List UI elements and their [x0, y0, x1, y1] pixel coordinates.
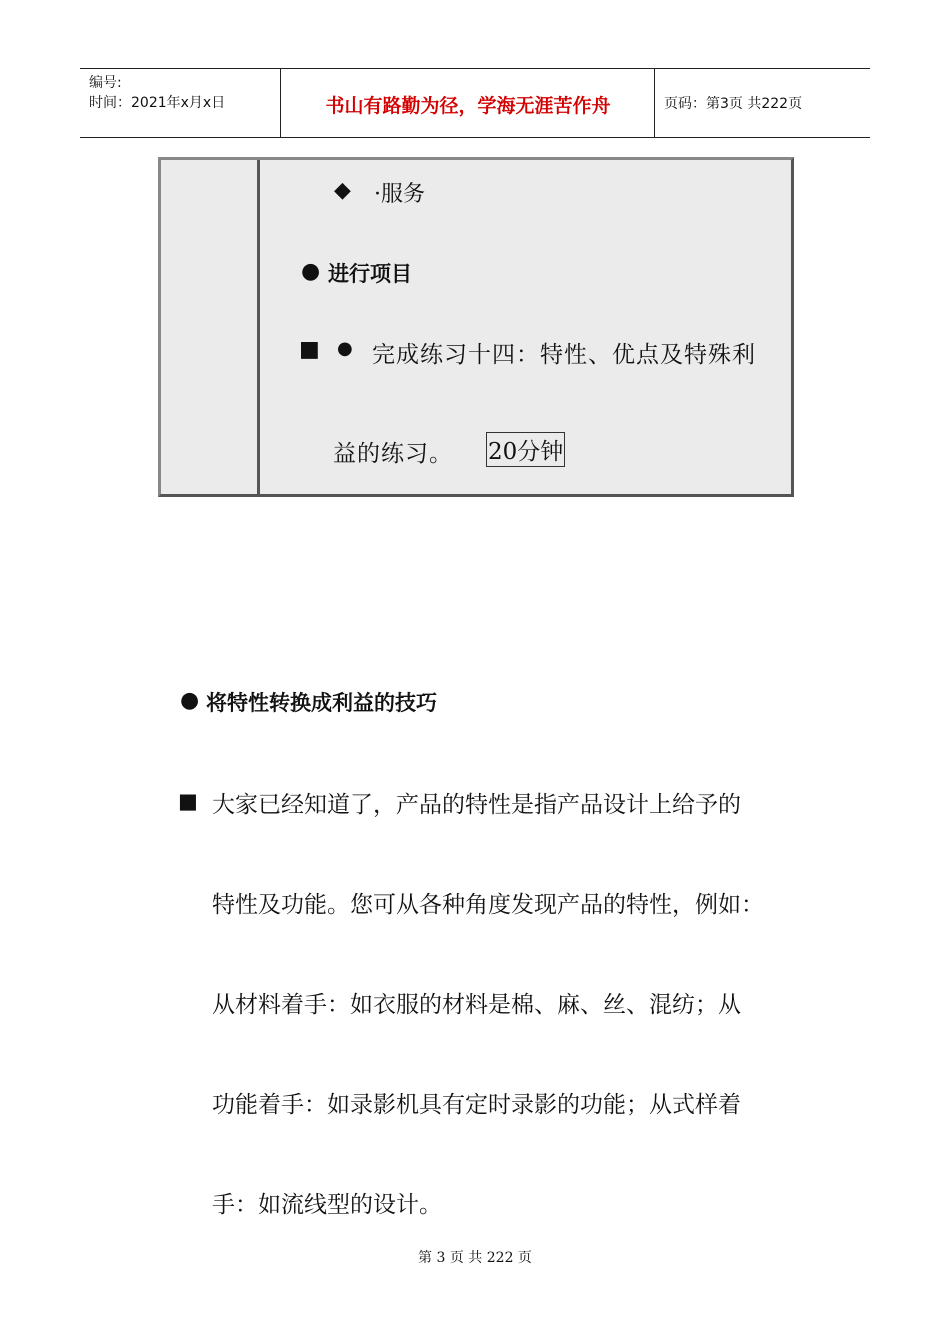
box-divider [257, 160, 260, 494]
paragraph-line: 从材料着手：如衣服的材料是棉、麻、丝、混纺；从 [212, 992, 741, 1018]
bullet-icon: ● [301, 259, 321, 284]
header-motto: 书山有路勤为径，学海无涯苦作舟 [325, 95, 611, 117]
header-divider [654, 69, 655, 137]
page-header [80, 68, 870, 138]
bullet-icon: ● [180, 688, 200, 713]
header-page-info: 页码：第3页 共222页 [664, 96, 803, 112]
header-divider [280, 69, 281, 137]
diamond-icon: ◆ [334, 178, 351, 203]
square-icon: ■ [299, 337, 320, 362]
agenda-heading: 进行项目 [328, 261, 412, 286]
service-item: ·服务 [374, 182, 425, 207]
exercise-text: 完成练习十四：特性、优点及特殊利 [372, 342, 756, 368]
header-meta [89, 73, 225, 113]
square-icon: ■ [178, 789, 198, 813]
doc-number-label: 编号: [89, 75, 122, 91]
doc-date: 时间：2021年x月x日 [89, 95, 226, 111]
duration-badge: 20分钟 [486, 432, 565, 467]
section-heading: 将特性转换成利益的技巧 [206, 690, 437, 715]
paragraph-line: 特性及功能。您可从各种角度发现产品的特性，例如： [212, 892, 764, 918]
exercise-text-cont: 益的练习。 [333, 441, 453, 467]
agenda-box [158, 157, 794, 497]
paragraph-line: 功能着手：如录影机具有定时录影的功能；从式样着 [212, 1092, 741, 1118]
bullet-icon: ● [337, 338, 353, 359]
paragraph-line: 手：如流线型的设计。 [212, 1192, 442, 1218]
page-footer: 第 3 页 共 222 页 [418, 1250, 532, 1266]
paragraph-line: 大家已经知道了，产品的特性是指产品设计上给予的 [212, 792, 741, 818]
